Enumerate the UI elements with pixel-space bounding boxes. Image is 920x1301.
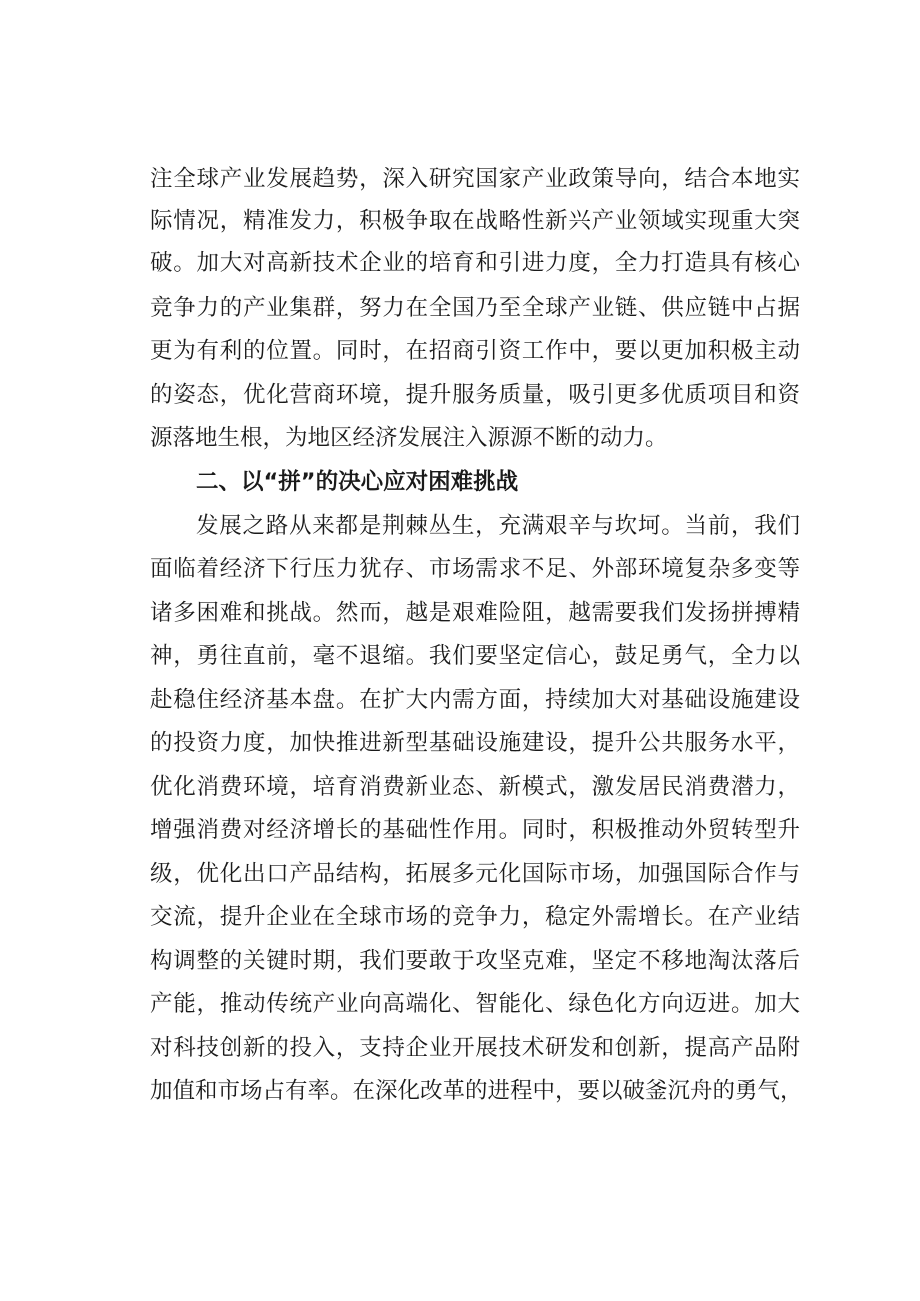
paragraph-line: 神，勇往直前，毫不退缩。我们要坚定信心，鼓足勇气，全力以 — [150, 643, 800, 669]
paragraph-line: 竞争力的产业集群，努力在全国乃至全球产业链、供应链中占据 — [150, 295, 800, 321]
paragraph-line: 发展之路从来都是荆棘丛生，充满艰辛与坎坷。当前，我们 — [196, 513, 800, 539]
paragraph-line: 的投资力度，加快推进新型基础设施建设，提升公共服务水平， — [150, 730, 800, 756]
paragraph-line: 加值和市场占有率。在深化改革的进程中，要以破釜沉舟的勇气， — [150, 1078, 803, 1104]
paragraph-line: 增强消费对经济增长的基础性作用。同时，积极推动外贸转型升 — [150, 817, 800, 843]
paragraph-line: 优化消费环境，培育消费新业态、新模式，激发居民消费潜力， — [150, 774, 800, 800]
paragraph-line: 构调整的关键时期，我们要敢于攻坚克难，坚定不移地淘汰落后 — [150, 948, 800, 974]
paragraph-line: 破。加大对高新技术企业的培育和引进力度，全力打造具有核心 — [150, 250, 800, 276]
section-heading: 二、以“拼”的决心应对困难挑战 — [196, 469, 519, 495]
paragraph-line: 注全球产业发展趋势，深入研究国家产业政策导向，结合本地实 — [150, 166, 800, 192]
paragraph-line: 面临着经济下行压力犹存、市场需求不足、外部环境复杂多变等 — [150, 556, 800, 582]
paragraph-line: 更为有利的位置。同时，在招商引资工作中，要以更加积极主动 — [150, 338, 800, 364]
paragraph-line: 源落地生根，为地区经济发展注入源源不断的动力。 — [150, 425, 668, 451]
paragraph-line: 际情况，精准发力，积极争取在战略性新兴产业领域实现重大突 — [150, 208, 800, 234]
paragraph-line: 级，优化出口产品结构，拓展多元化国际市场，加强国际合作与 — [150, 861, 800, 887]
paragraph-line: 产能，推动传统产业向高端化、智能化、绿色化方向迈进。加大 — [150, 991, 800, 1017]
paragraph-line: 赴稳住经济基本盘。在扩大内需方面，持续加大对基础设施建设 — [150, 687, 800, 713]
paragraph-line: 对科技创新的投入，支持企业开展技术研发和创新，提高产品附 — [150, 1035, 800, 1061]
paragraph-line: 的姿态，优化营商环境，提升服务质量，吸引更多优质项目和资 — [150, 382, 800, 408]
paragraph-line: 诸多困难和挑战。然而，越是艰难险阻，越需要我们发扬拼搏精 — [150, 600, 800, 626]
paragraph-line: 交流，提升企业在全球市场的竞争力，稳定外需增长。在产业结 — [150, 904, 800, 930]
